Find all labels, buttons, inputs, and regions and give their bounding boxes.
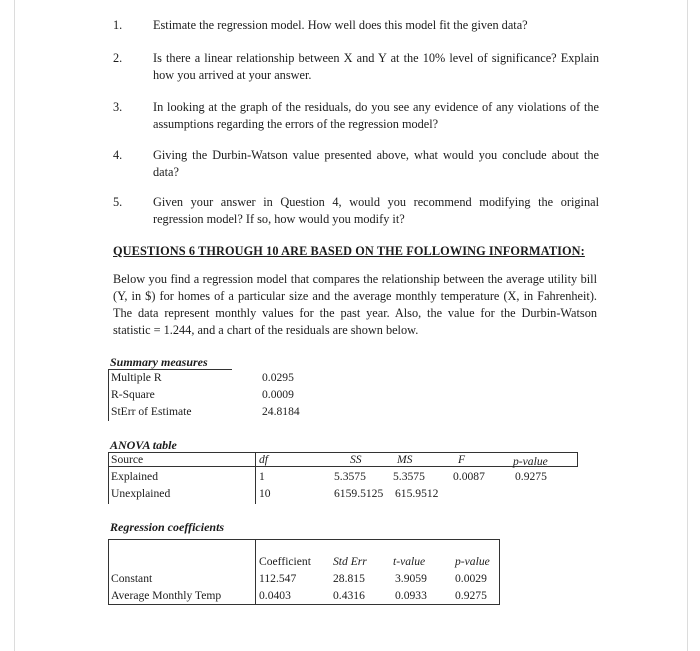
summary-value: 0.0009: [262, 388, 294, 401]
anova-header-f: F: [458, 453, 466, 466]
question-number: 2.: [113, 51, 123, 65]
summary-value: 24.8184: [262, 405, 300, 418]
anova-header-p: p-value: [513, 455, 548, 468]
anova-table-border: [108, 466, 578, 467]
summary-label: R-Square: [111, 388, 155, 401]
coef-pvalue: 0.9275: [455, 589, 487, 602]
question-number: 3.: [113, 100, 123, 114]
coef-header-coefficient: Coefficient: [259, 555, 311, 568]
anova-source: Explained: [111, 470, 159, 483]
coef-header-stderr: Std Err: [333, 555, 367, 568]
question-text: Giving the Durbin-Watson value presented above, what would you conclude about the data?: [153, 148, 599, 179]
coef-tvalue: 3.9059: [395, 572, 427, 585]
coef-table-border: [255, 539, 256, 605]
anova-df: 1: [259, 470, 265, 483]
question-text: In looking at the graph of the residuals, do you see any evidence of any violations of the assumptions regarding the errors of the regression model?: [153, 100, 599, 131]
question-number: 1.: [113, 18, 123, 32]
coef-header-tvalue: t-value: [393, 555, 426, 568]
anova-header-ss: SS: [350, 453, 362, 466]
question-number: 4.: [113, 148, 123, 162]
question-number: 5.: [113, 195, 123, 209]
anova-table-border: [577, 452, 578, 467]
anova-ms: 615.9512: [395, 487, 439, 500]
question-text: Is there a linear relationship between X and Y at the 10% level of significance? Explain how you arrived at your answer.: [153, 51, 599, 82]
coef-header-pvalue: p-value: [455, 555, 490, 568]
coef-pvalue: 0.0029: [455, 572, 487, 585]
anova-ss: 6159.5125: [334, 487, 384, 500]
coef-table-border: [108, 539, 500, 540]
anova-table-border: [108, 452, 109, 504]
question-text: Given your answer in Question 4, would you recommend modifying the original regression model? If so, how would you modify it?: [153, 195, 599, 226]
anova-source: Unexplained: [111, 487, 171, 500]
coef-table-border: [499, 539, 500, 605]
anova-table-border: [108, 452, 578, 453]
summary-label: Multiple R: [111, 371, 162, 384]
coef-value: 112.547: [259, 572, 297, 585]
summary-title: Summary measures: [110, 355, 208, 369]
anova-header-df: df: [259, 453, 269, 466]
anova-title: ANOVA table: [110, 438, 177, 452]
coef-label: Constant: [111, 572, 153, 585]
summary-value: 0.0295: [262, 371, 294, 384]
anova-p: 0.9275: [515, 470, 547, 483]
anova-header-source: Source: [111, 453, 144, 466]
coef-stderr: 28.815: [333, 572, 365, 585]
anova-ms: 5.3575: [393, 470, 425, 483]
coef-tvalue: 0.0933: [395, 589, 427, 602]
anova-df: 10: [259, 487, 271, 500]
coef-stderr: 0.4316: [333, 589, 365, 602]
info-paragraph: Below you find a regression model that compares the relationship between the average utility bill (Y, in $) for homes of a particular size and the average monthly temperature (X, in Fahrenheit). The data represent monthly values for the past year. Also, the value for the Durbin-Watson statistic = 1.244, and a chart of the residuals are shown below.: [113, 272, 597, 337]
summary-table-border: [108, 369, 232, 370]
coef-label: Average Monthly Temp: [111, 589, 222, 602]
anova-table-border: [255, 452, 256, 504]
coef-table-border: [108, 604, 500, 605]
anova-f: 0.0087: [453, 470, 485, 483]
anova-ss: 5.3575: [334, 470, 366, 483]
summary-table-border: [108, 369, 109, 421]
section-heading: QUESTIONS 6 THROUGH 10 ARE BASED ON THE FOLLOWING INFORMATION:: [113, 244, 585, 258]
summary-label: StErr of Estimate: [111, 405, 192, 418]
question-text: Estimate the regression model. How well does this model fit the given data?: [153, 18, 528, 32]
coef-table-border: [108, 539, 109, 605]
coef-value: 0.0403: [259, 589, 291, 602]
anova-header-ms: MS: [397, 453, 413, 466]
coefficients-title: Regression coefficients: [110, 520, 225, 534]
